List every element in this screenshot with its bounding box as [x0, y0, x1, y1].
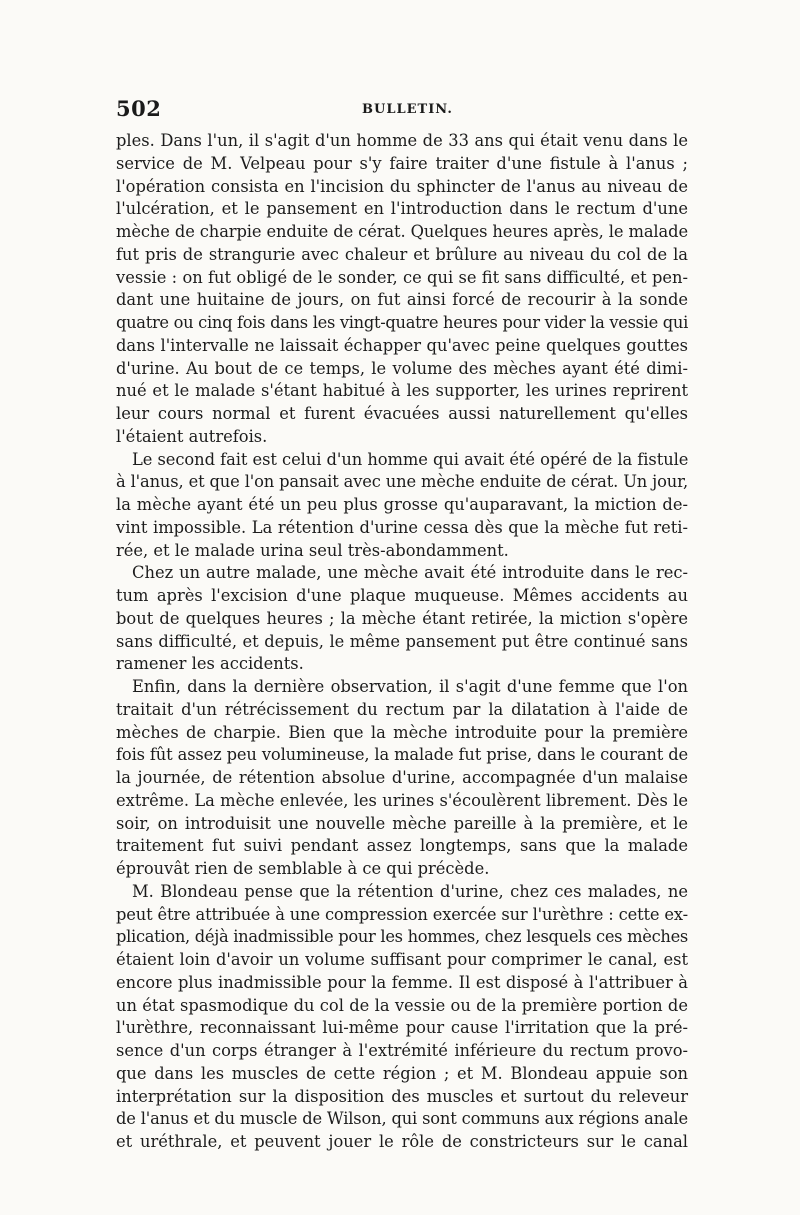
text-line: traitement fut suivi pendant assez longtemps, sans que la malade — [116, 836, 688, 856]
text-line: nué et le malade s'étant habitué à les supporter, les urines reprirent — [116, 381, 688, 401]
text-line: quatre ou cinq fois dans les vingt-quatre heures pour vider la vessie qui — [116, 313, 688, 332]
text-line: ramener les accidents. — [116, 654, 304, 674]
text-line: extrême. La mèche enlevée, les urines s'écoulèrent librement. Dès le — [116, 790, 688, 810]
text-line: ples. Dans l'un, il s'agit d'un homme de 33 ans qui était venu dans le — [116, 131, 688, 150]
text-line: l'urèthre, reconnaissant lui-même pour cause l'irritation que la pré- — [116, 1018, 688, 1038]
text-line: interprétation sur la disposition des muscles et surtout du releveur — [116, 1086, 688, 1106]
text-line: plication, déjà inadmissible pour les hommes, chez lesquels ces mèches — [116, 927, 688, 947]
text-line: encore plus inadmissible pour la femme. Il est disposé à l'attribuer à — [116, 972, 688, 992]
text-line: l'étaient autrefois. — [116, 426, 268, 446]
text-line: rée, et le malade urina seul très-abondamment. — [116, 540, 509, 560]
page-number: 502 — [116, 96, 162, 121]
text-line: sence d'un corps étranger à l'extrémité inférieure du rectum provo- — [116, 1041, 688, 1060]
text-line: vessie : on fut obligé de le sonder, ce qui se fit sans difficulté, et pen- — [116, 267, 688, 287]
text-line: d'urine. Au bout de ce temps, le volume des mèches ayant été dimi- — [116, 358, 688, 378]
page-header — [116, 96, 686, 126]
body-text — [116, 130, 688, 1154]
text-line: traitait d'un rétrécissement du rectum par la dilatation à l'aide de — [116, 699, 688, 719]
text-line: et uréthrale, et peuvent jouer le rôle de constricteurs sur le canal — [116, 1132, 688, 1151]
text-line: Le second fait est celui d'un homme qui avait été opéré de la fistule — [132, 449, 689, 469]
text-line: la journée, de rétention absolue d'urine, accompagnée d'un malaise — [116, 768, 688, 787]
text-line: dans l'intervalle ne laissait échapper qu'avec peine quelques gouttes — [116, 335, 688, 355]
text-line: l'opération consista en l'incision du sphincter de l'anus au niveau de — [116, 176, 688, 196]
text-line: dant une huitaine de jours, on fut ainsi forcé de recourir à la sonde — [116, 290, 688, 310]
text-line: un état spasmodique du col de la vessie ou de la première portion de — [116, 995, 688, 1015]
text-line: Chez un autre malade, une mèche avait été introduite dans le rec- — [132, 563, 688, 583]
text-line: mèches de charpie. Bien que la mèche introduite pour la première — [116, 722, 688, 742]
text-line: tum après l'excision d'une plaque muqueuse. Mêmes accidents au — [116, 586, 688, 605]
text-line: M. Blondeau pense que la rétention d'urine, chez ces malades, ne — [132, 881, 688, 901]
text-line: fois fût assez peu volumineuse, la malade fut prise, dans le courant de — [116, 745, 688, 765]
text-line: service de M. Velpeau pour s'y faire traiter d'une fistule à l'anus ; — [116, 153, 688, 173]
running-title: BULLETIN. — [362, 102, 453, 117]
text-line: à l'anus, et que l'on pansait avec une mèche enduite de cérat. Un jour, — [116, 472, 688, 492]
text-line: Enfin, dans la dernière observation, il s'agit d'une femme que l'on — [132, 677, 688, 696]
text-line: la mèche ayant été un peu plus grosse qu'auparavant, la miction de- — [116, 495, 688, 514]
text-line: vint impossible. La rétention d'urine cessa dès que la mèche fut reti- — [116, 517, 688, 537]
text-line: peut être attribuée à une compression exercée sur l'urèthre : cette ex- — [116, 904, 688, 924]
text-line: leur cours normal et furent évacuées aussi naturellement qu'elles — [116, 404, 688, 423]
text-line: l'ulcération, et le pansement en l'introduction dans le rectum d'une — [116, 199, 688, 219]
text-line: mèche de charpie enduite de cérat. Quelques heures après, le malade — [116, 222, 688, 241]
text-line: que dans les muscles de cette région ; et M. Blondeau appuie son — [116, 1063, 688, 1083]
text-line: soir, on introduisit une nouvelle mèche pareille à la première, et le — [116, 813, 688, 833]
text-line: sans difficulté, et depuis, le même pansement put être continué sans — [116, 631, 688, 651]
text-line: bout de quelques heures ; la mèche étant retirée, la miction s'opère — [116, 608, 688, 628]
text-line: éprouvât rien de semblable à ce qui précède. — [116, 859, 490, 878]
text-line: étaient loin d'avoir un volume suffisant pour comprimer le canal, est — [116, 950, 688, 969]
text-line: fut pris de strangurie avec chaleur et brûlure au niveau du col de la — [116, 244, 688, 264]
text-line: de l'anus et du muscle de Wilson, qui sont communs aux régions anale — [116, 1109, 688, 1129]
